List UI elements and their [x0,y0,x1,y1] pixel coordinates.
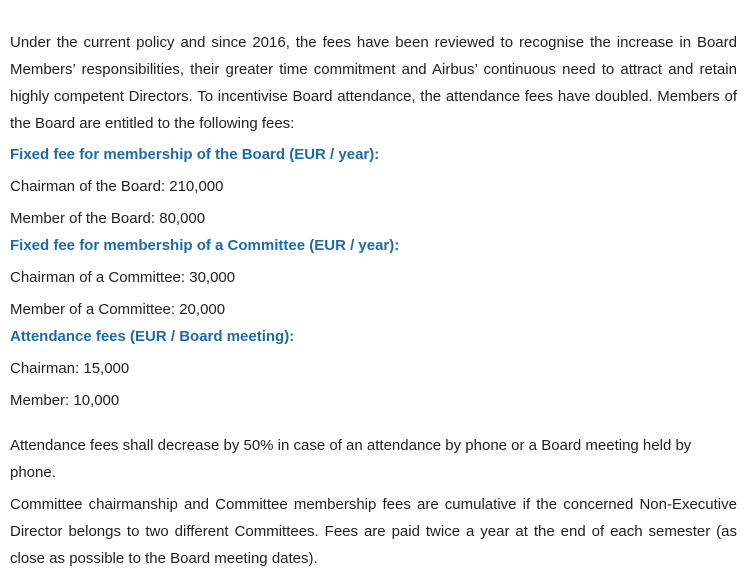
section-heading-committee-membership-fee: Fixed fee for membership of a Committee (EUR / year): [10,237,400,254]
section-heading-attendance-fees: Attendance fees (EUR / Board meeting): [10,328,295,345]
fee-line-member-of-committee: Member of a Committee: 20,000 [10,301,226,318]
fee-line-chairman-attendance: Chairman: 15,000 [10,360,130,377]
fee-line-chairman-of-committee: Chairman of a Committee: 30,000 [10,269,236,286]
intro-paragraph: Under the current policy and since 2016, the fees have been reviewed to recognise the increase in Board Members’ responsibilities, their greater time commitment and Airbus’ continuous need to attract and retain highly competent Directors. To incentivise Board attendance, the attendance fees have doubled. Members of the Board are entitled to the following fees: [10,34,737,132]
fee-line-chairman-of-board: Chairman of the Board: 210,000 [10,178,224,195]
fee-line-member-attendance: Member: 10,000 [10,392,120,409]
section-heading-board-membership-fee: Fixed fee for membership of the Board (EUR / year): [10,146,380,163]
fee-line-member-of-board: Member of the Board: 80,000 [10,210,206,227]
closing-paragraph-cumulative-fees: Committee chairmanship and Committee membership fees are cumulative if the concerned Non-Executive Director belongs to two different Committees. Fees are paid twice a year at the end of each semester (as close as possible to the Board meeting dates). [10,496,737,567]
closing-paragraph-phone-attendance: Attendance fees shall decrease by 50% in case of an attendance by phone or a Board meeting held by phone. [10,437,692,481]
